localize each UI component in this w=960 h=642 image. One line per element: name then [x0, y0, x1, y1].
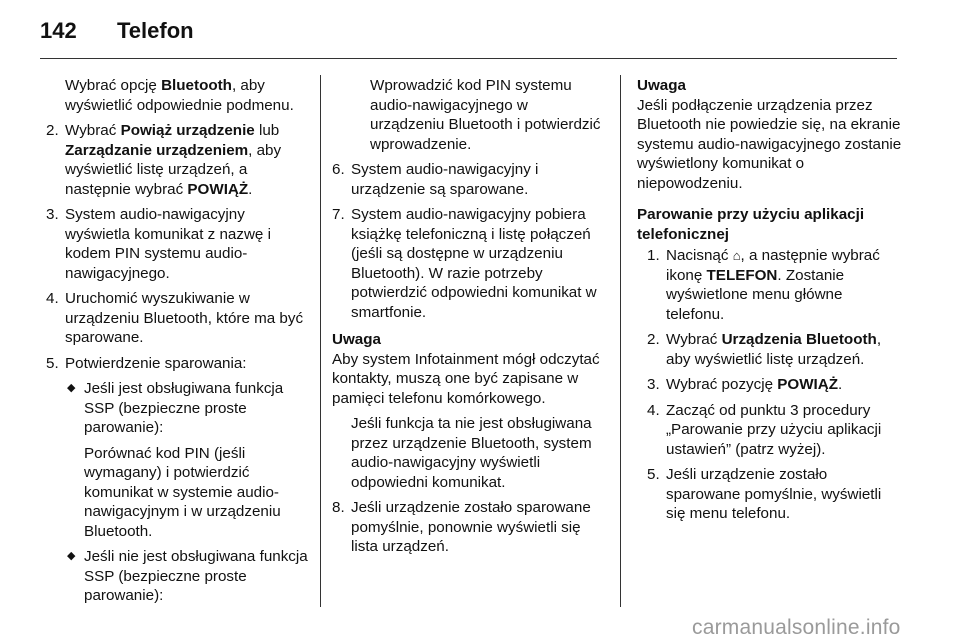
- page-number: 142: [40, 18, 77, 43]
- page-header: [0, 0, 960, 60]
- note-pairing-failure: [637, 76, 903, 193]
- section-heading: Parowanie przy użyciu aplikacji telefonicznej: [637, 206, 865, 243]
- column-divider-2: [620, 75, 621, 607]
- bullet-ssp-unsupported: ◆ Jeśli nie jest obsługiwana funkcja SSP (bezpieczne proste parowanie):: [67, 548, 308, 604]
- step-2: 2. Wybrać Powiąż urządzenie lub Zarządzanie urządzeniem, aby wyświetlić listę urządzeń, a następnie wybrać POWIĄŻ.: [46, 122, 282, 198]
- page-title: Telefon: [117, 18, 194, 43]
- bullet-ssp-detail: Porównać kod PIN (jeśli wymagany) i potwierdzić komunikat w systemie audio-nawigacyjnym i w urządzeniu Bluetooth.: [84, 444, 281, 540]
- step-3: 3. System audio-nawigacyjny wyświetla komunikat z nazwę i kodem PIN systemu audio-nawigacyjnego.: [46, 206, 271, 282]
- app-step-2: 2. Wybrać Urządzenia Bluetooth, aby wyświetlić listę urządzeń.: [647, 331, 882, 368]
- column-3: [637, 76, 903, 524]
- note-text: Jeśli podłączenie urządzenia przez Bluetooth nie powiedzie się, na ekranie systemu audio-nawigacyjnego zostanie wyświetlony komunikat o niepowodzeniu.: [637, 96, 902, 192]
- column-2: [332, 76, 604, 557]
- watermark: carmanualsonline.info: [692, 616, 901, 639]
- diamond-bullet-icon: ◆: [67, 382, 76, 394]
- note-contacts: [332, 330, 604, 408]
- step-4: 4. Uruchomić wyszukiwanie w urządzeniu Bluetooth, które ma być sparowane.: [46, 290, 304, 346]
- app-pairing-steps: [637, 246, 903, 524]
- note-continuation: Jeśli funkcja ta nie jest obsługiwana przez urządzenie Bluetooth, system audio-nawigacyjny wyświetli odpowiedni komunikat.: [351, 415, 592, 491]
- column-divider-1: [320, 75, 321, 607]
- pin-entry-paragraph: Wprowadzić kod PIN systemu audio-nawigacyjnego w urządzeniu Bluetooth i potwierdzić wprowadzenie.: [370, 77, 601, 153]
- app-step-5: 5. Jeśli urządzenie zostało sparowane pomyślnie, wyświetli się menu telefonu.: [647, 466, 882, 522]
- column-1: [46, 76, 308, 606]
- app-step-4: 4. Zacząć od punktu 3 procedury „Parowanie przy użyciu aplikacji ustawień” (patrz wyżej).: [647, 401, 882, 458]
- step-8: 8. Jeśli urządzenie zostało sparowane pomyślnie, ponownie wyświetli się lista urządzeń.: [332, 499, 591, 555]
- step-5: 5. Potwierdzenie sparowania:: [46, 354, 247, 372]
- header-rule: [40, 58, 897, 59]
- note-text: Aby system Infotainment mógł odczytać kontakty, muszą one być zapisane w pamięci telefonu komórkowego.: [332, 350, 600, 407]
- home-icon: ⌂: [732, 248, 741, 263]
- bullet-ssp-supported: ◆ Jeśli jest obsługiwana funkcja SSP (bezpieczne proste parowanie):: [67, 380, 284, 436]
- note-title: Uwaga: [637, 77, 686, 94]
- app-step-3: 3. Wybrać pozycję POWIĄŻ.: [647, 376, 843, 393]
- intro-paragraph: Wybrać opcję Bluetooth, aby wyświetlić odpowiednie podmenu.: [65, 77, 294, 114]
- note-title: Uwaga: [332, 331, 381, 348]
- app-step-1: 1. Nacisnąć ⌂, a następnie wybrać ikonę TELEFON. Zostanie wyświetlone menu główne telefonu.: [647, 247, 880, 323]
- diamond-bullet-icon: ◆: [67, 550, 76, 562]
- step-7: 7. System audio-nawigacyjny pobiera książkę telefoniczną i listę połączeń (jeśli są dostępne w urządzeniu Bluetooth). W razie potrzeby potwierdzić odpowiedni komunikat w smartfonie.: [332, 206, 597, 321]
- step-6: 6. System audio-nawigacyjny i urządzenie są sparowane.: [332, 161, 539, 198]
